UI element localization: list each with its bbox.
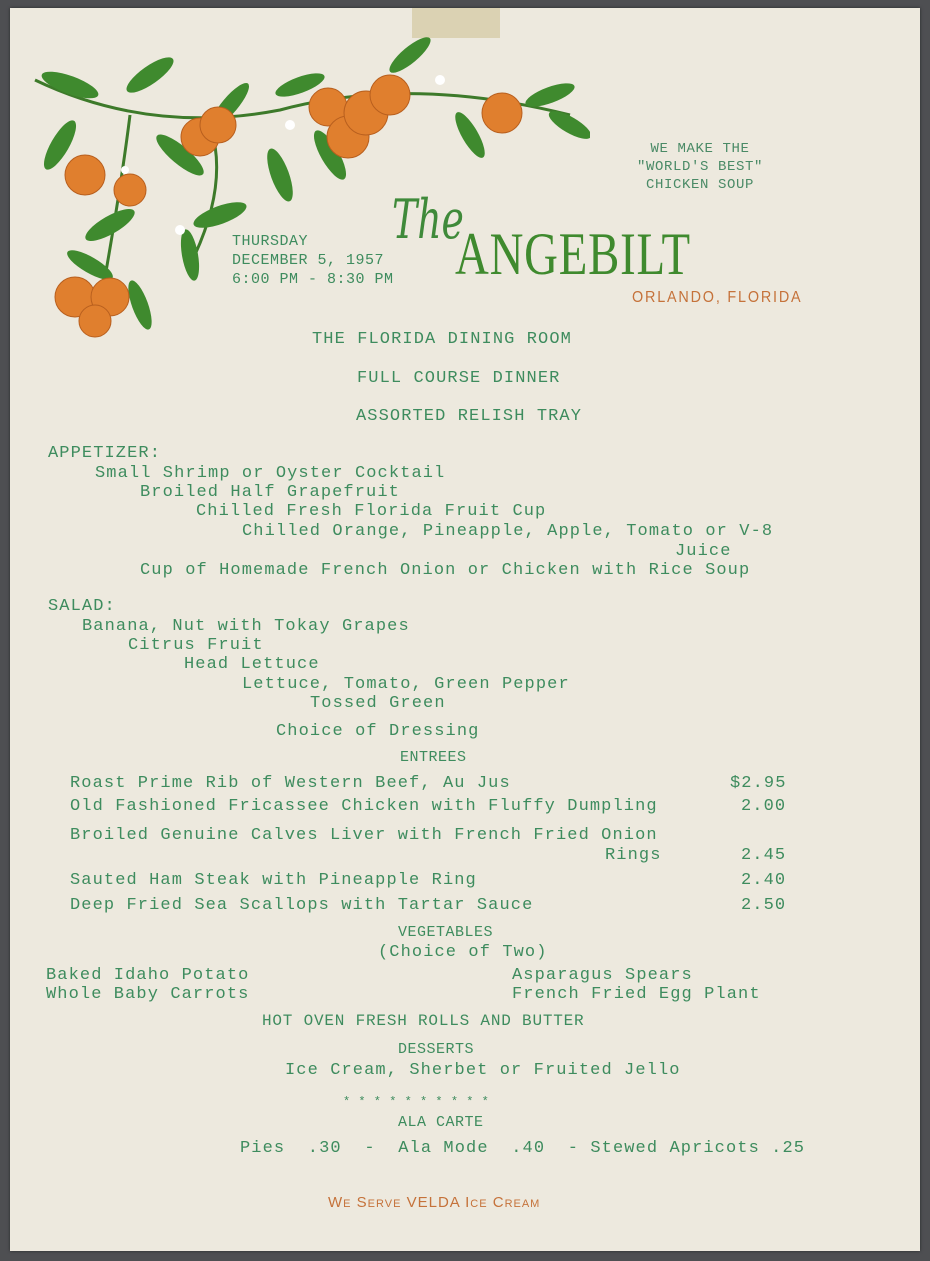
orange-branch-illustration: [30, 25, 590, 355]
vegetable-item: Whole Baby Carrots: [46, 985, 250, 1004]
appetizer-heading: APPETIZER:: [48, 444, 162, 463]
menu-item: Chilled Fresh Florida Fruit Cup: [196, 502, 547, 521]
dessert-items: Ice Cream, Sherbet or Fruited Jello: [285, 1061, 681, 1080]
entree-name-cont: Rings: [605, 846, 662, 865]
event-date: DECEMBER 5, 1957: [232, 252, 385, 269]
slogan-line: WE MAKE THE: [650, 141, 750, 157]
event-time: 6:00 PM - 8:30 PM: [232, 271, 394, 288]
menu-item: Small Shrimp or Oyster Cocktail: [95, 464, 446, 483]
relish-tray: ASSORTED RELISH TRAY: [356, 407, 583, 426]
entrees-heading: ENTREES: [400, 749, 467, 766]
menu-item: Head Lettuce: [184, 655, 320, 674]
vegetable-item: Asparagus Spears: [512, 966, 693, 985]
dressing-note: Choice of Dressing: [276, 722, 480, 741]
vegetable-item: Baked Idaho Potato: [46, 966, 250, 985]
menu-item: Tossed Green: [310, 694, 446, 713]
footer-note: We Serve VELDA Ice Cream: [328, 1194, 541, 1211]
restaurant-location: ORLANDO, FLORIDA: [632, 289, 803, 306]
restaurant-article: The: [392, 188, 464, 251]
separator: * * * * * * * * * *: [343, 1095, 490, 1109]
entree-price: 2.50: [741, 896, 787, 915]
entree-price: 2.40: [741, 871, 787, 890]
menu-item: Broiled Half Grapefruit: [140, 483, 400, 502]
dinner-type: FULL COURSE DINNER: [357, 369, 561, 388]
entree-name: Roast Prime Rib of Western Beef, Au Jus: [70, 774, 511, 793]
entree-price: $2.95: [730, 774, 787, 793]
restaurant-name: ANGEBILT: [455, 221, 691, 287]
menu-item: Banana, Nut with Tokay Grapes: [82, 617, 410, 636]
salad-heading: SALAD:: [48, 597, 116, 616]
ala-carte-line: Pies .30 - Ala Mode .40 - Stewed Apricots .25: [240, 1139, 806, 1158]
menu-item: Juice: [675, 542, 732, 561]
vegetable-item: French Fried Egg Plant: [512, 985, 761, 1004]
event-day: THURSDAY: [232, 233, 309, 250]
slogan-line: CHICKEN SOUP: [645, 177, 755, 193]
vegetables-heading: VEGETABLES: [398, 924, 494, 941]
entree-price: 2.00: [741, 797, 787, 816]
rolls-line: HOT OVEN FRESH ROLLS AND BUTTER: [262, 1012, 585, 1030]
menu-item: Chilled Orange, Pineapple, Apple, Tomato or V-8: [242, 522, 774, 541]
entree-name: Sauted Ham Steak with Pineapple Ring: [70, 871, 477, 890]
entree-price: 2.45: [741, 846, 787, 865]
vegetables-subtitle: (Choice of Two): [378, 943, 548, 962]
menu-item: Citrus Fruit: [128, 636, 264, 655]
ala-carte-heading: ALA CARTE: [398, 1114, 484, 1131]
desserts-heading: DESSERTS: [398, 1041, 475, 1058]
entree-name: Broiled Genuine Calves Liver with French Fried Onion: [70, 826, 658, 845]
menu-item: Lettuce, Tomato, Green Pepper: [242, 675, 570, 694]
slogan-line: "WORLD'S BEST": [636, 159, 764, 175]
entree-name: Deep Fried Sea Scallops with Tartar Sauce: [70, 896, 534, 915]
dining-room: THE FLORIDA DINING ROOM: [312, 330, 572, 349]
entree-name: Old Fashioned Fricassee Chicken with Fluffy Dumpling: [70, 797, 658, 816]
menu-item: Cup of Homemade French Onion or Chicken with Rice Soup: [140, 561, 751, 580]
